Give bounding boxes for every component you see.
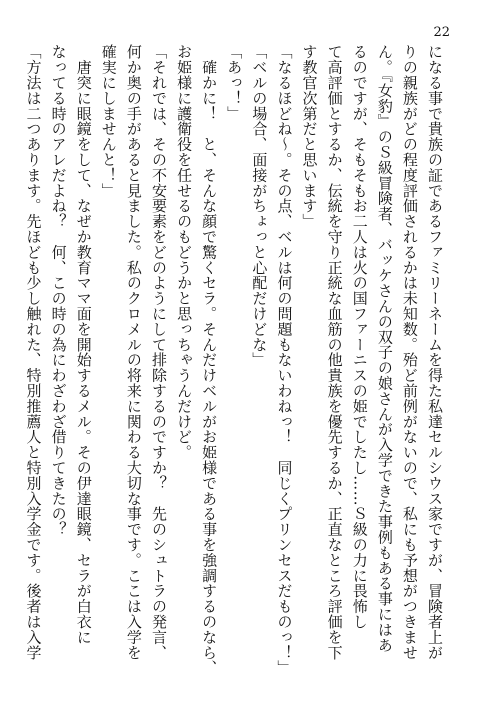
text-line: りの親族がどの程度評価されるかは未知数。殆ど前例がないので、私にも予想がつきませ — [400, 44, 419, 660]
text-line: なってる時のアレだよね？ 何、この時の為にわざわざ借りてきたの？ — [49, 44, 68, 537]
text-line: 「方法は二つあります。先ほども少し触れた、特別推薦人と特別入学金です。後者は入学 — [24, 44, 43, 660]
text-line: て高評価とするか、伝統を守り正統な血筋の他貴族を優先するか、正直なところ評価を下 — [325, 44, 344, 660]
text-line: 何か奥の手があると見ました。私のクロメルの将来に関わる大切な事です。ここは入学を — [124, 44, 143, 660]
text-line: 「あっ！」 — [225, 44, 244, 121]
text-line: 「ベルの場合、面接がちょっと心配だけどな」 — [250, 44, 269, 368]
text-line: す教官次第だと思います」 — [300, 44, 319, 229]
text-line: ん。『女豹』のＳ級冒険者、バッケさんの双子の娘さんが入学できた事例もある事にはあ — [375, 44, 394, 653]
text-line: になる事で貴族の証であるファミリーネームを得た私達セルシウス家ですが、冒険者上が — [426, 44, 444, 660]
text-line: 「それでは、その不安要素をどのようにして排除するのですか？ 先のシュトラの発言、 — [149, 44, 168, 660]
text-line: 確かに！ と、そんな顔で驚くセラ。そんだけベルがお姫様である事を強調するのなら、 — [200, 44, 219, 676]
page-number: 22 — [433, 25, 450, 40]
text-line: 「なるほどね～。その点、ベルは何の問題もないわねっ！ 同じくプリンセスだものっ！」 — [275, 44, 294, 676]
text-line: お姫様に護衛役を任せるのもどうかと思っちゃうんだけど。 — [175, 44, 194, 460]
body-text — [20, 44, 447, 684]
text-line: 唐突に眼鏡をして、なぜか教育ママ面を開始するメル。その伊達眼鏡、セラが白衣に — [74, 44, 93, 645]
text-line: 確実にしませんと！」 — [99, 44, 118, 198]
text-line: るのですが、そもそもお二人は火の国ファーニスの姫でしたし……Ｓ級の力に畏怖し — [350, 44, 369, 630]
